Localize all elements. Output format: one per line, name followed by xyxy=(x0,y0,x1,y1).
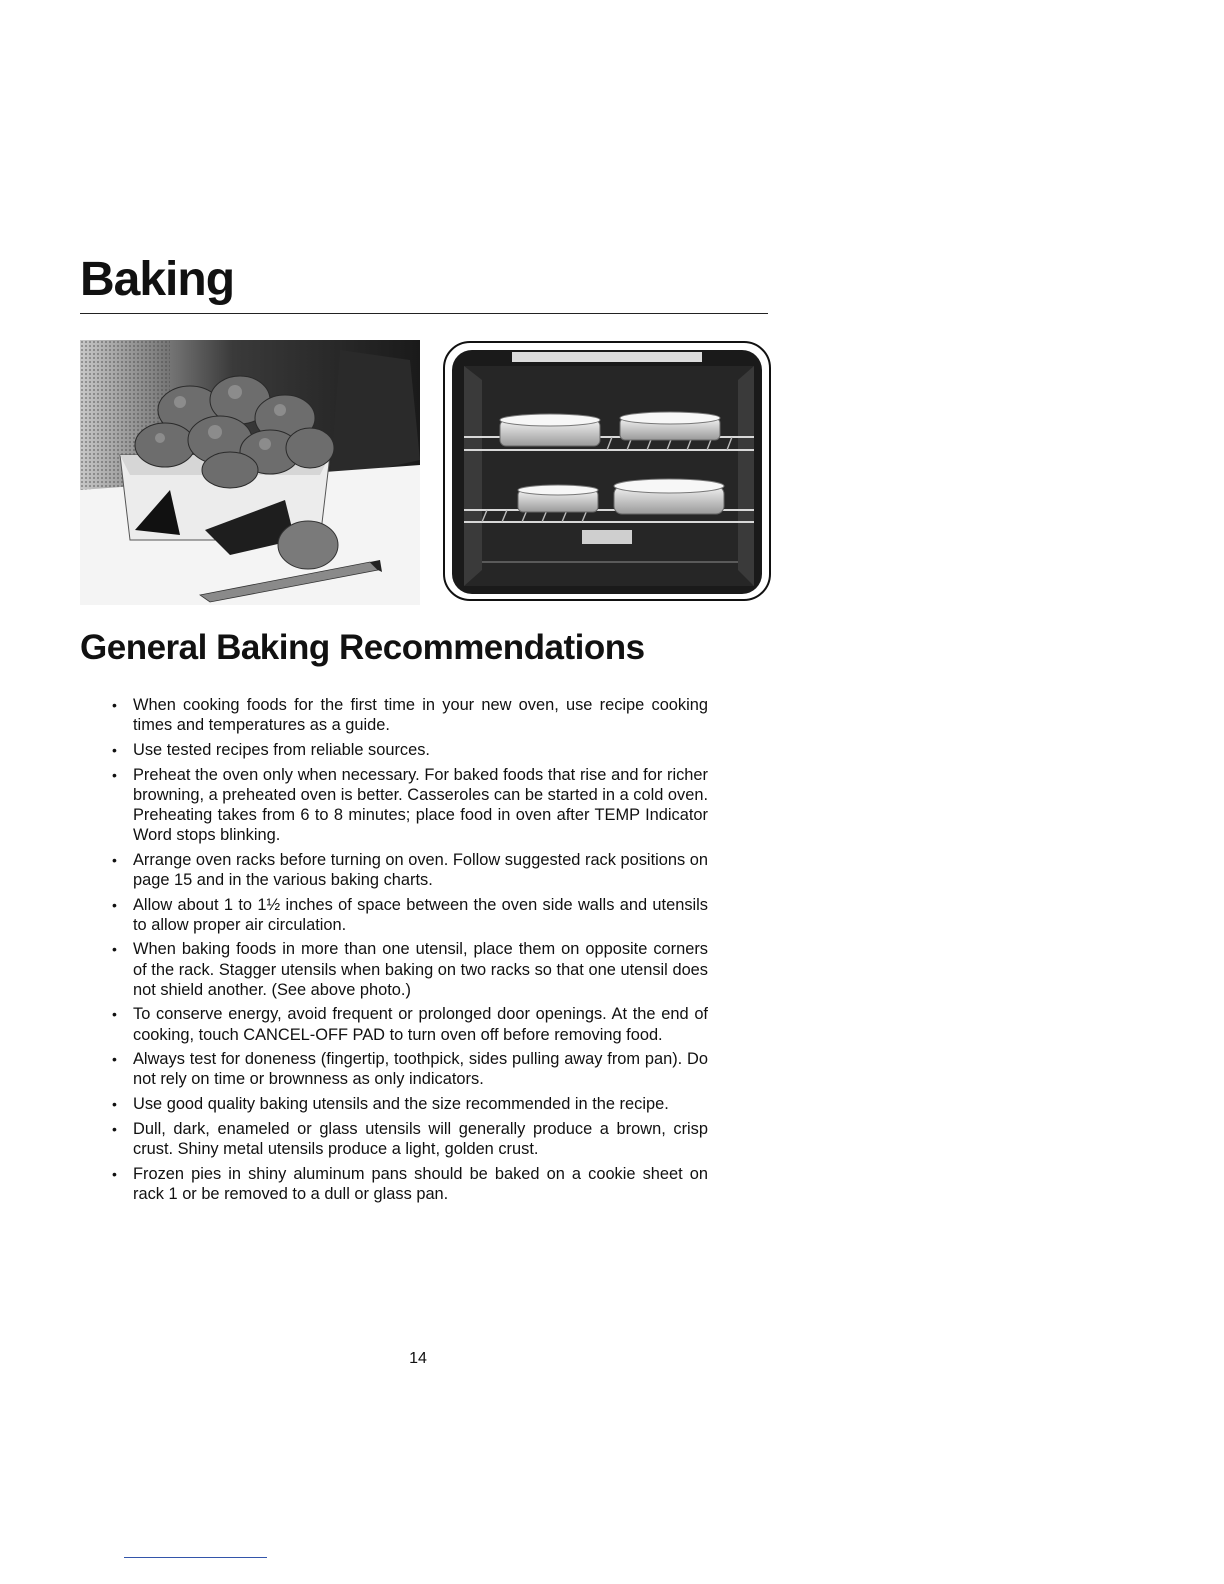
list-item: • Allow about 1 to 1½ inches of space between the oven side walls and utensils to allow proper air circulation. xyxy=(112,895,708,935)
list-item: • When cooking foods for the first time in your new oven, use recipe cooking times and temperatures as a guide. xyxy=(112,695,708,735)
page-title: Baking xyxy=(80,253,235,306)
recommendations-list xyxy=(112,695,708,1209)
footer-rule xyxy=(124,1557,267,1558)
muffins-basket-photo xyxy=(80,340,420,605)
page-number: 14 xyxy=(409,1350,427,1367)
list-item: • Dull, dark, enameled or glass utensils will generally produce a brown, crisp crust. Shiny metal utensils produce a light, golden crust. xyxy=(112,1119,708,1159)
title-underline xyxy=(80,313,768,314)
list-item: • When baking foods in more than one utensil, place them on opposite corners of the rack. Stagger utensils when baking on two racks so that one utensil does not shield another. (See above photo.) xyxy=(112,939,708,999)
list-item: • Preheat the oven only when necessary. For baked foods that rise and for richer browning, a preheated oven is better. Casseroles can be started in a cold oven. Preheating takes from 6 to 8 minutes; place food in oven after TEMP Indicator Word stops blinking. xyxy=(112,765,708,845)
list-item: • To conserve energy, avoid frequent or prolonged door openings. At the end of cooking, touch CANCEL-OFF PAD to turn oven off before removing food. xyxy=(112,1004,708,1044)
list-item: • Arrange oven racks before turning on oven. Follow suggested rack positions on page 15 and in the various baking charts. xyxy=(112,850,708,890)
oven-racks-photo xyxy=(442,340,772,605)
list-item: • Always test for doneness (fingertip, toothpick, sides pulling away from pan). Do not rely on time or brownness as only indicators. xyxy=(112,1049,708,1089)
list-item: • Frozen pies in shiny aluminum pans should be baked on a cookie sheet on rack 1 or be removed to a dull or glass pan. xyxy=(112,1164,708,1204)
list-item: • Use good quality baking utensils and the size recommended in the recipe. xyxy=(112,1094,708,1114)
section-heading: General Baking Recommendations xyxy=(80,628,645,667)
list-item: • Use tested recipes from reliable sources. xyxy=(112,740,708,760)
